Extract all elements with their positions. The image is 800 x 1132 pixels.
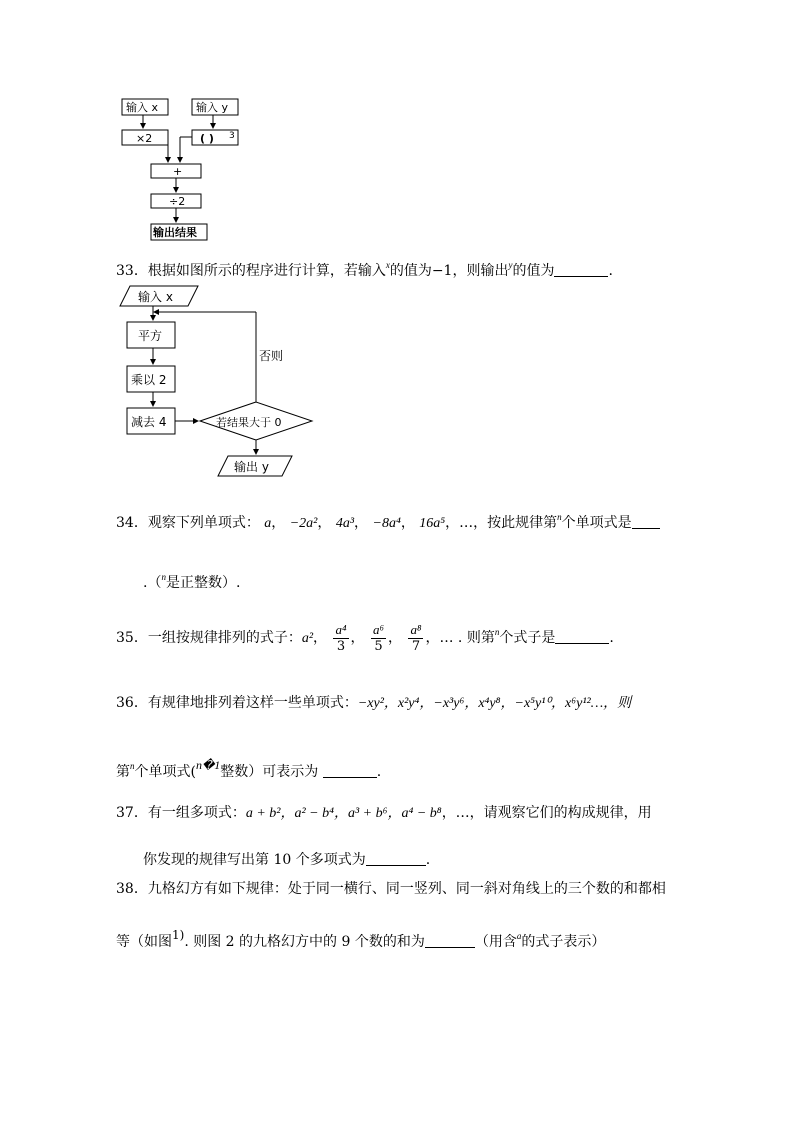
question-34-line2	[143, 568, 240, 592]
else-label: 否则	[259, 349, 284, 363]
q34-line2-b: 是正整数）.	[165, 575, 241, 591]
plus-label: +	[173, 165, 183, 178]
q36-terms: −xy²，x²y⁴，−x³y⁶，x⁴y⁸，−x⁵y¹⁰，x⁶y¹²…，则	[357, 696, 632, 711]
q33-text-a: 根据如图所示的程序进行计算，若输入	[147, 263, 386, 279]
q38-fig: 1)	[172, 928, 185, 942]
q35-var-n: n	[494, 627, 500, 637]
q33-end: .	[608, 263, 613, 279]
q34-number: 34．	[116, 515, 148, 531]
q35-fraction-2-den: 5	[374, 638, 383, 654]
q33-var-x: x	[385, 260, 390, 270]
q36-text-a: 有规律地排列着这样一些单项式：	[147, 695, 358, 711]
q34-term-3: 4a³	[335, 516, 355, 531]
q36-number: 36．	[116, 695, 148, 711]
q34-term-1: a	[264, 516, 272, 531]
q35-answer-blank[interactable]	[555, 629, 609, 644]
times2-label: ×2	[136, 132, 153, 145]
q34-term-5: 16a⁵	[419, 516, 446, 531]
question-37-line2	[143, 851, 430, 869]
q36-var-n: n	[130, 761, 135, 771]
q38-text-a: 九格幻方有如下规律：处于同一横行、同一竖列、同一斜对角线上的三个数的和都相	[147, 881, 666, 897]
div2-label: ÷2	[169, 195, 186, 208]
flowchart-2	[116, 282, 326, 482]
question-36-line2	[116, 756, 381, 781]
q35-fraction-3	[408, 622, 423, 655]
q35-fraction-2-num: a⁶	[372, 621, 384, 637]
q37-text-a: 有一组多项式：	[147, 805, 246, 821]
q34-text-b: ，…，按此规律第	[445, 515, 558, 531]
q36-answer-blank[interactable]	[323, 763, 377, 778]
q34-text-c: 个单项式是	[561, 515, 632, 531]
output-label: 输出结果	[153, 226, 197, 239]
q36-line2-b: 个单项式(	[134, 764, 196, 780]
q37-end: .	[425, 852, 431, 868]
multiply-label: 乘以 2	[131, 373, 167, 387]
q37-number: 37．	[116, 805, 148, 821]
cube-label: ( )	[200, 132, 214, 145]
q33-value: −1	[431, 263, 453, 279]
question-36	[116, 694, 631, 713]
q35-text-a: 一组按规律排列的式子：	[147, 630, 302, 646]
input-y-label: 输入 y	[196, 101, 229, 114]
q37-answer-blank[interactable]	[366, 851, 426, 866]
q35-first: a²	[301, 631, 314, 646]
question-35: 35．一组按规律排列的式子：a²， $\frac{\text{a⁴}}{3}$ ， $\frac{\text{a⁶}}{5}$ ， $\frac{\text{a⁸}}{7}$ ，… . 则第$^n$个式子是 .	[116, 621, 614, 654]
q33-var-y: y	[508, 260, 513, 270]
q34-text-a: 观察下列单项式：	[147, 515, 260, 531]
q38-var-a: a	[516, 931, 522, 941]
q34-line2-a: .（	[143, 575, 162, 591]
q34-line2-n: n	[161, 572, 166, 582]
question-37	[116, 804, 652, 823]
q37-terms: a + b²，a² − b⁴，a³ + b⁶，a⁴ − b⁸	[245, 806, 442, 821]
q33-text-d: 的值为	[512, 263, 555, 279]
condition-label: 若结果大于 0	[216, 416, 282, 429]
q35-fraction-1-num: a⁴	[335, 621, 347, 637]
q34-var-n: n	[557, 512, 562, 522]
q38-number: 38．	[116, 881, 148, 897]
cube-exp: 3	[229, 131, 235, 141]
q34-term-2: −2a²	[289, 516, 318, 531]
subtract-label: 减去 4	[131, 415, 167, 429]
q38-line2-c: （用含	[474, 934, 517, 950]
q35-fraction-3-num: a⁸	[410, 621, 422, 637]
q33-number: 33．	[116, 263, 148, 279]
q35-text-b: ，… . 则第	[425, 630, 495, 646]
q35-end: .	[609, 630, 614, 646]
q38-line2-b: . 则图 2 的九格幻方中的 9 个数的和为	[184, 934, 425, 950]
q34-term-4: −8a⁴	[372, 516, 401, 531]
q37-line2: 你发现的规律写出第 10 个多项式为	[143, 852, 366, 868]
q36-line2-c: 整数）可表示为	[220, 764, 319, 780]
input-x-label: 输入 x	[126, 101, 159, 114]
question-38	[116, 880, 666, 898]
flowchart-1	[118, 96, 248, 246]
q33-text-b: 的值为	[389, 263, 432, 279]
question-38-line2	[116, 926, 605, 951]
input-label: 输入 x	[138, 290, 173, 304]
q38-line2-a: 等（如图	[116, 934, 172, 950]
q37-text-b: ，…，请观察它们的构成规律，用	[441, 805, 652, 821]
q35-fraction-1-den: 3	[336, 638, 346, 654]
square-label: 平方	[138, 329, 163, 343]
q35-text-c: 个式子是	[499, 630, 556, 646]
output-label: 输出 y	[234, 460, 269, 474]
q36-garbled: n�1	[195, 758, 221, 772]
q33-answer-blank[interactable]	[554, 262, 608, 277]
question-33	[116, 256, 613, 280]
q33-text-c: ，则输出	[452, 263, 509, 279]
q36-line2-a: 第	[116, 764, 130, 780]
question-34: 34．观察下列单项式： a， −2a²， 4a³， −8a⁴， 16a⁵，…，按此规律第$^n$个单项式是	[116, 508, 660, 533]
q34-answer-blank[interactable]	[632, 514, 660, 529]
q35-fraction-1	[333, 622, 348, 655]
q38-answer-blank[interactable]	[425, 933, 475, 948]
q35-fraction-3-den: 7	[411, 638, 421, 654]
q35-fraction-2	[371, 622, 386, 655]
q36-end: .	[376, 764, 382, 780]
q35-number: 35．	[116, 630, 148, 646]
q38-line2-d: 的式子表示）	[521, 934, 606, 950]
